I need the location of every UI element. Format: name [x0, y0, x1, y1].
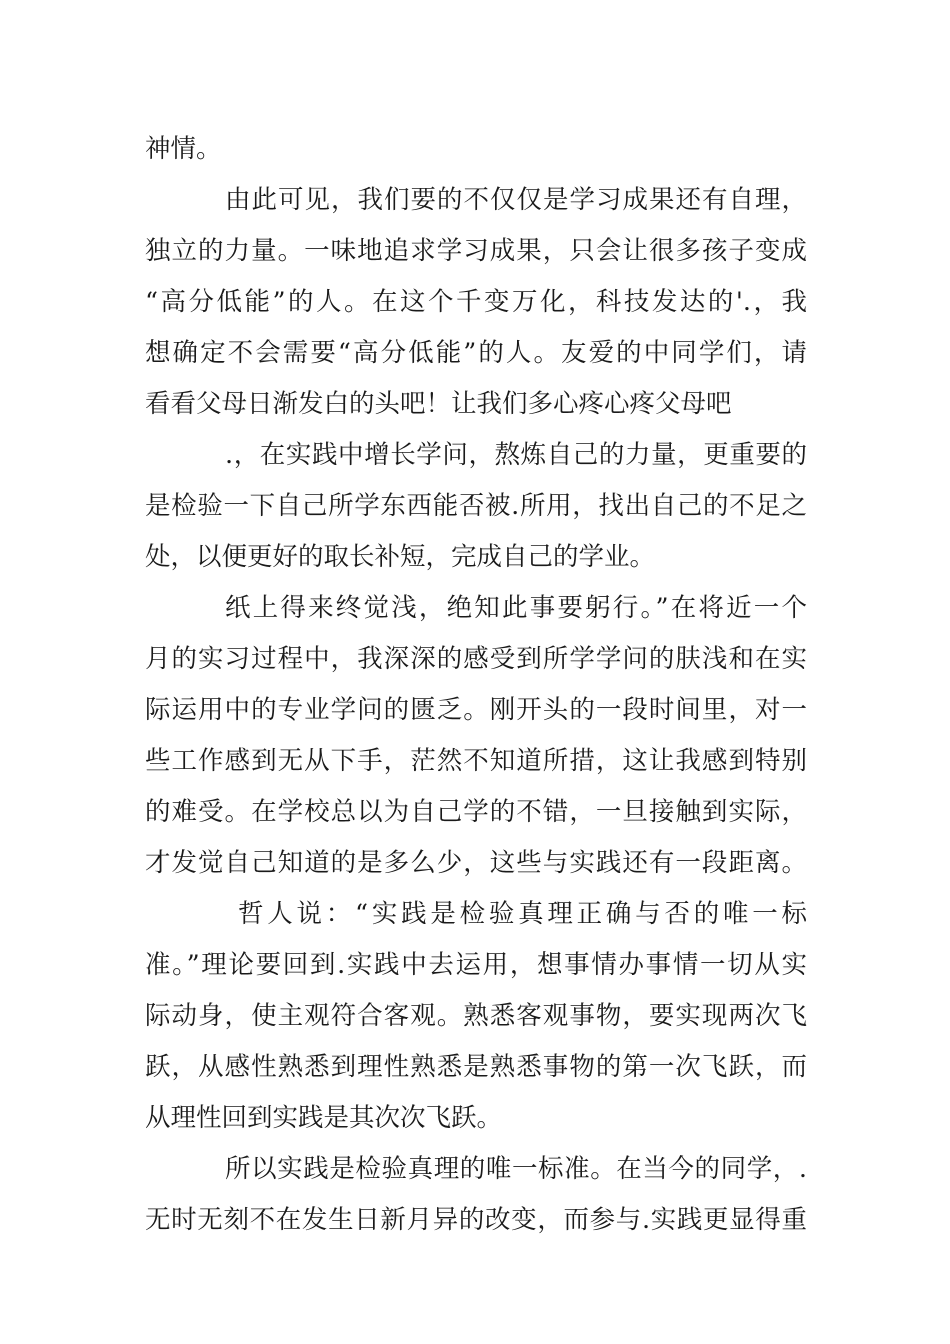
paragraph-first-line: 由此可见，我们要的不仅仅是学习成果还有自理， — [225, 185, 807, 215]
text-line: 际运用中的专业学问的匮乏。刚开头的一段时间里，对一 — [145, 695, 807, 725]
text-line: 际动身，使主观符合客观。熟悉客观事物，要实现两次飞 — [145, 1001, 807, 1031]
text-line: 跃，从感性熟悉到理性熟悉是熟悉事物的第一次飞跃，而 — [145, 1052, 807, 1082]
text-line: 独立的力量。一味地追求学习成果，只会让很多孩子变成 — [145, 236, 807, 266]
text-line: 准。”理论要回到.实践中去运用，想事情办事情一切从实 — [145, 950, 807, 980]
text-line: 从理性回到实践是其次次飞跃。 — [145, 1103, 503, 1133]
text-line: 是检验一下自己所学东西能否被.所用，找出自己的不足之 — [145, 491, 807, 521]
paragraph-first-line: .，在实践中增长学问，熬炼自己的力量，更重要的 — [225, 440, 807, 470]
text-line: 神情。 — [145, 134, 222, 164]
text-line: 无时无刻不在发生日新月异的改变，而参与.实践更显得重 — [145, 1205, 807, 1235]
text-line: “高分低能”的人。在这个千变万化，科技发达的'.，我 — [145, 287, 807, 317]
text-line: 想确定不会需要“高分低能”的人。友爱的中同学们，请 — [145, 338, 807, 368]
text-line: 些工作感到无从下手，茫然不知道所措，这让我感到特别 — [145, 746, 807, 776]
text-line: 看看父母日渐发白的头吧！让我们多心疼心疼父母吧 — [145, 389, 732, 419]
paragraph-first-line: 所以实践是检验真理的唯一标准。在当今的同学，. — [225, 1154, 807, 1184]
text-line: 月的实习过程中，我深深的感受到所学学问的肤浅和在实 — [145, 644, 807, 674]
text-line: 处，以便更好的取长补短，完成自己的学业。 — [145, 542, 656, 572]
paragraph-first-line: 纸上得来终觉浅，绝知此事要躬行。”在将近一个 — [225, 593, 807, 623]
text-line: 才发觉自己知道的是多么少，这些与实践还有一段距离。 — [145, 848, 807, 878]
paragraph-first-line: 哲人说：“实践是检验真理正确与否的唯一标 — [238, 899, 807, 929]
text-line: 的难受。在学校总以为自己学的不错，一旦接触到实际， — [145, 797, 807, 827]
